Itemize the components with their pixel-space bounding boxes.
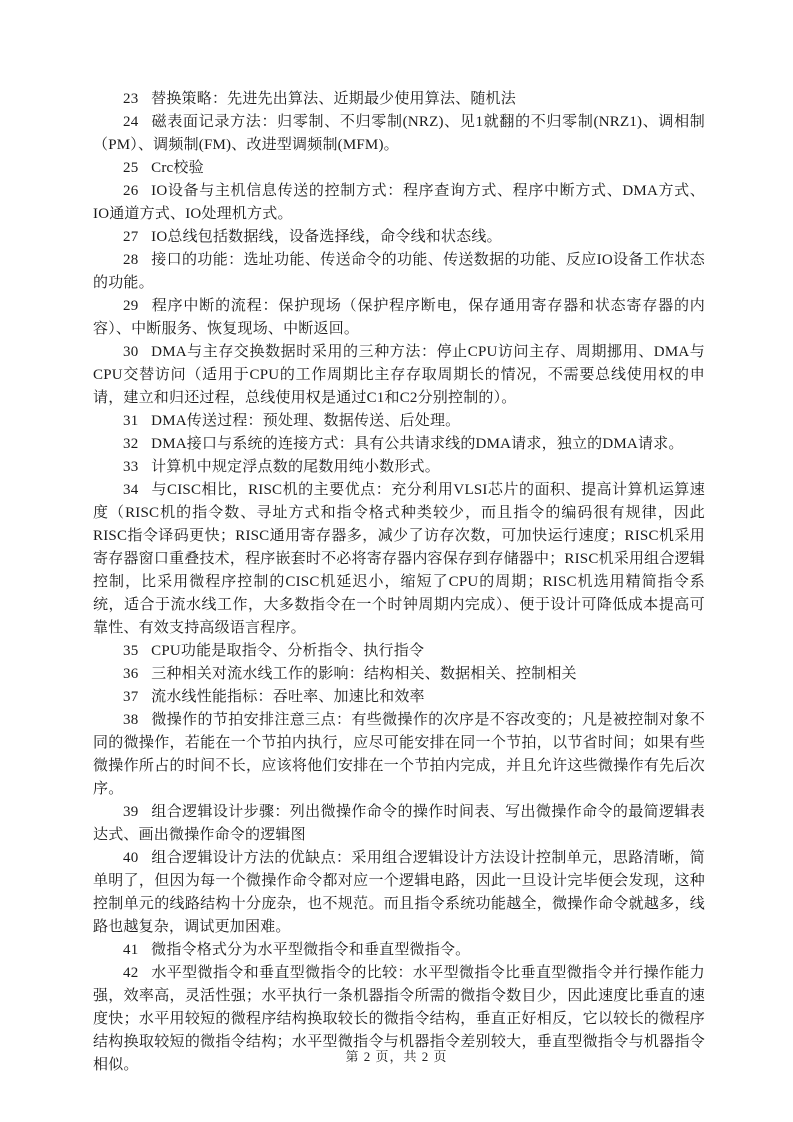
item-text: 水平型微指令和垂直型微指令的比较：水平型微指令比垂直型微指令并行操作能力强，效率高，灵活性强；水平执行一条机器指令所需的微指令数目少，因此速度比垂直的速度快；水平用较短的微程序结构换取较长的微指令结构，垂直正好相反，它以较长的微程序结构换取较短的微指令结构；水平型微指令与机器指令差别较大，垂直型微指令与机器指令相似。 bbox=[93, 965, 705, 1073]
note-item-33 bbox=[93, 456, 705, 479]
note-item-30 bbox=[93, 341, 705, 410]
item-number: 41 bbox=[123, 942, 139, 958]
note-item-27 bbox=[93, 226, 705, 249]
item-number: 29 bbox=[123, 298, 139, 314]
note-item-31 bbox=[93, 410, 705, 433]
note-item-38 bbox=[93, 709, 705, 801]
note-item-32 bbox=[93, 433, 705, 456]
item-number: 26 bbox=[123, 183, 139, 199]
item-number: 33 bbox=[123, 459, 139, 475]
note-item-37 bbox=[93, 686, 705, 709]
item-number: 30 bbox=[123, 344, 139, 360]
item-text: DMA接口与系统的连接方式：具有公共请求线的DMA请求，独立的DMA请求。 bbox=[151, 436, 684, 452]
item-number: 35 bbox=[123, 643, 139, 659]
item-number: 28 bbox=[123, 252, 139, 268]
item-text: 计算机中规定浮点数的尾数用纯小数形式。 bbox=[151, 459, 440, 475]
item-text: DMA与主存交换数据时采用的三种方法：停止CPU访问主存、周期挪用、DMA与CPU交替访问（适用于CPU的工作周期比主存存取周期长的情况，不需要总线使用权的申请，建立和归还过程，总线使用权是通过C1和C2分别控制的）。 bbox=[93, 344, 705, 406]
note-item-35 bbox=[93, 640, 705, 663]
note-item-26 bbox=[93, 180, 705, 226]
note-item-25 bbox=[93, 157, 705, 180]
item-number: 23 bbox=[123, 91, 139, 107]
item-text: 程序中断的流程：保护现场（保护程序断电，保存通用寄存器和状态寄存器的内容）、中断服务、恢复现场、中断返回。 bbox=[93, 298, 705, 337]
item-text: 三种相关对流水线工作的影响：结构相关、数据相关、控制相关 bbox=[151, 666, 577, 682]
note-item-34 bbox=[93, 479, 705, 640]
item-text: IO总线包括数据线，设备选择线，命令线和状态线。 bbox=[151, 229, 502, 245]
item-text: CPU功能是取指令、分析指令、执行指令 bbox=[151, 643, 425, 659]
item-text: Crc校验 bbox=[151, 160, 204, 176]
item-text: 替换策略：先进先出算法、近期最少使用算法、随机法 bbox=[151, 91, 516, 107]
item-text: 流水线性能指标：吞吐率、加速比和效率 bbox=[151, 689, 425, 705]
item-number: 34 bbox=[123, 482, 139, 498]
document-body bbox=[93, 88, 705, 1077]
note-item-40 bbox=[93, 847, 705, 939]
item-text: DMA传送过程：预处理、数据传送、后处理。 bbox=[151, 413, 461, 429]
footer-page-number: 第 2 页，共 2 页 bbox=[345, 1049, 448, 1064]
note-item-24 bbox=[93, 111, 705, 157]
item-number: 37 bbox=[123, 689, 139, 705]
item-number: 40 bbox=[123, 850, 139, 866]
item-number: 42 bbox=[123, 965, 139, 981]
item-number: 36 bbox=[123, 666, 139, 682]
item-text: IO设备与主机信息传送的控制方式：程序查询方式、程序中断方式、DMA方式、IO通道方式、IO处理机方式。 bbox=[93, 183, 705, 222]
note-item-28 bbox=[93, 249, 705, 295]
item-number: 27 bbox=[123, 229, 139, 245]
item-text: 微指令格式分为水平型微指令和垂直型微指令。 bbox=[151, 942, 471, 958]
item-text: 磁表面记录方法：归零制、不归零制(NRZ)、见1就翻的不归零制(NRZ1)、调相制（PM）、调频制(FM)、改进型调频制(MFM)。 bbox=[93, 114, 705, 153]
item-number: 39 bbox=[123, 804, 139, 820]
item-text: 接口的功能：选址功能、传送命令的功能、传送数据的功能、反应IO设备工作状态的功能。 bbox=[93, 252, 705, 291]
item-number: 38 bbox=[123, 712, 139, 728]
item-number: 32 bbox=[123, 436, 139, 452]
item-number: 31 bbox=[123, 413, 139, 429]
item-text: 组合逻辑设计方法的优缺点：采用组合逻辑设计方法设计控制单元，思路清晰，简单明了，但因为每一个微操作命令都对应一个逻辑电路，因此一旦设计完毕便会发现，这种控制单元的线路结构十分庞杂，也不规范。而且指令系统功能越全，微操作命令就越多，线路也越复杂，调试更加困难。 bbox=[93, 850, 705, 935]
note-item-23 bbox=[93, 88, 705, 111]
note-item-29 bbox=[93, 295, 705, 341]
item-number: 25 bbox=[123, 160, 139, 176]
note-item-41 bbox=[93, 939, 705, 962]
item-number: 24 bbox=[123, 114, 139, 130]
item-text: 与CISC相比，RISC机的主要优点：充分利用VLSI芯片的面积、提高计算机运算速度（RISC机的指令数、寻址方式和指令格式种类较少，而且指令的编码很有规律，因此RISC指令译码更快；RISC通用寄存器多，减少了访存次数，可加快运行速度；RISC机采用寄存器窗口重叠技术，程序嵌套时不必将寄存器内容保存到存储器中；RISC机采用组合逻辑控制，比采用微程序控制的CISC机延迟小，缩短了CPU的周期；RISC机选用精简指令系统，适合于流水线工作，大多数指令在一个时钟周期内完成）、便于设计可降低成本提高可靠性、有效支持高级语言程序。 bbox=[93, 482, 705, 636]
note-item-36 bbox=[93, 663, 705, 686]
item-text: 组合逻辑设计步骤：列出微操作命令的操作时间表、写出微操作命令的最简逻辑表达式、画出微操作命令的逻辑图 bbox=[93, 804, 705, 843]
item-text: 微操作的节拍安排注意三点：有些微操作的次序是不容改变的；凡是被控制对象不同的微操作，若能在一个节拍内执行，应尽可能安排在同一个节拍，以节省时间；如果有些微操作所占的时间不长，应该将他们安排在一个节拍内完成，并且允许这些微操作有先后次序。 bbox=[93, 712, 705, 797]
note-item-39 bbox=[93, 801, 705, 847]
